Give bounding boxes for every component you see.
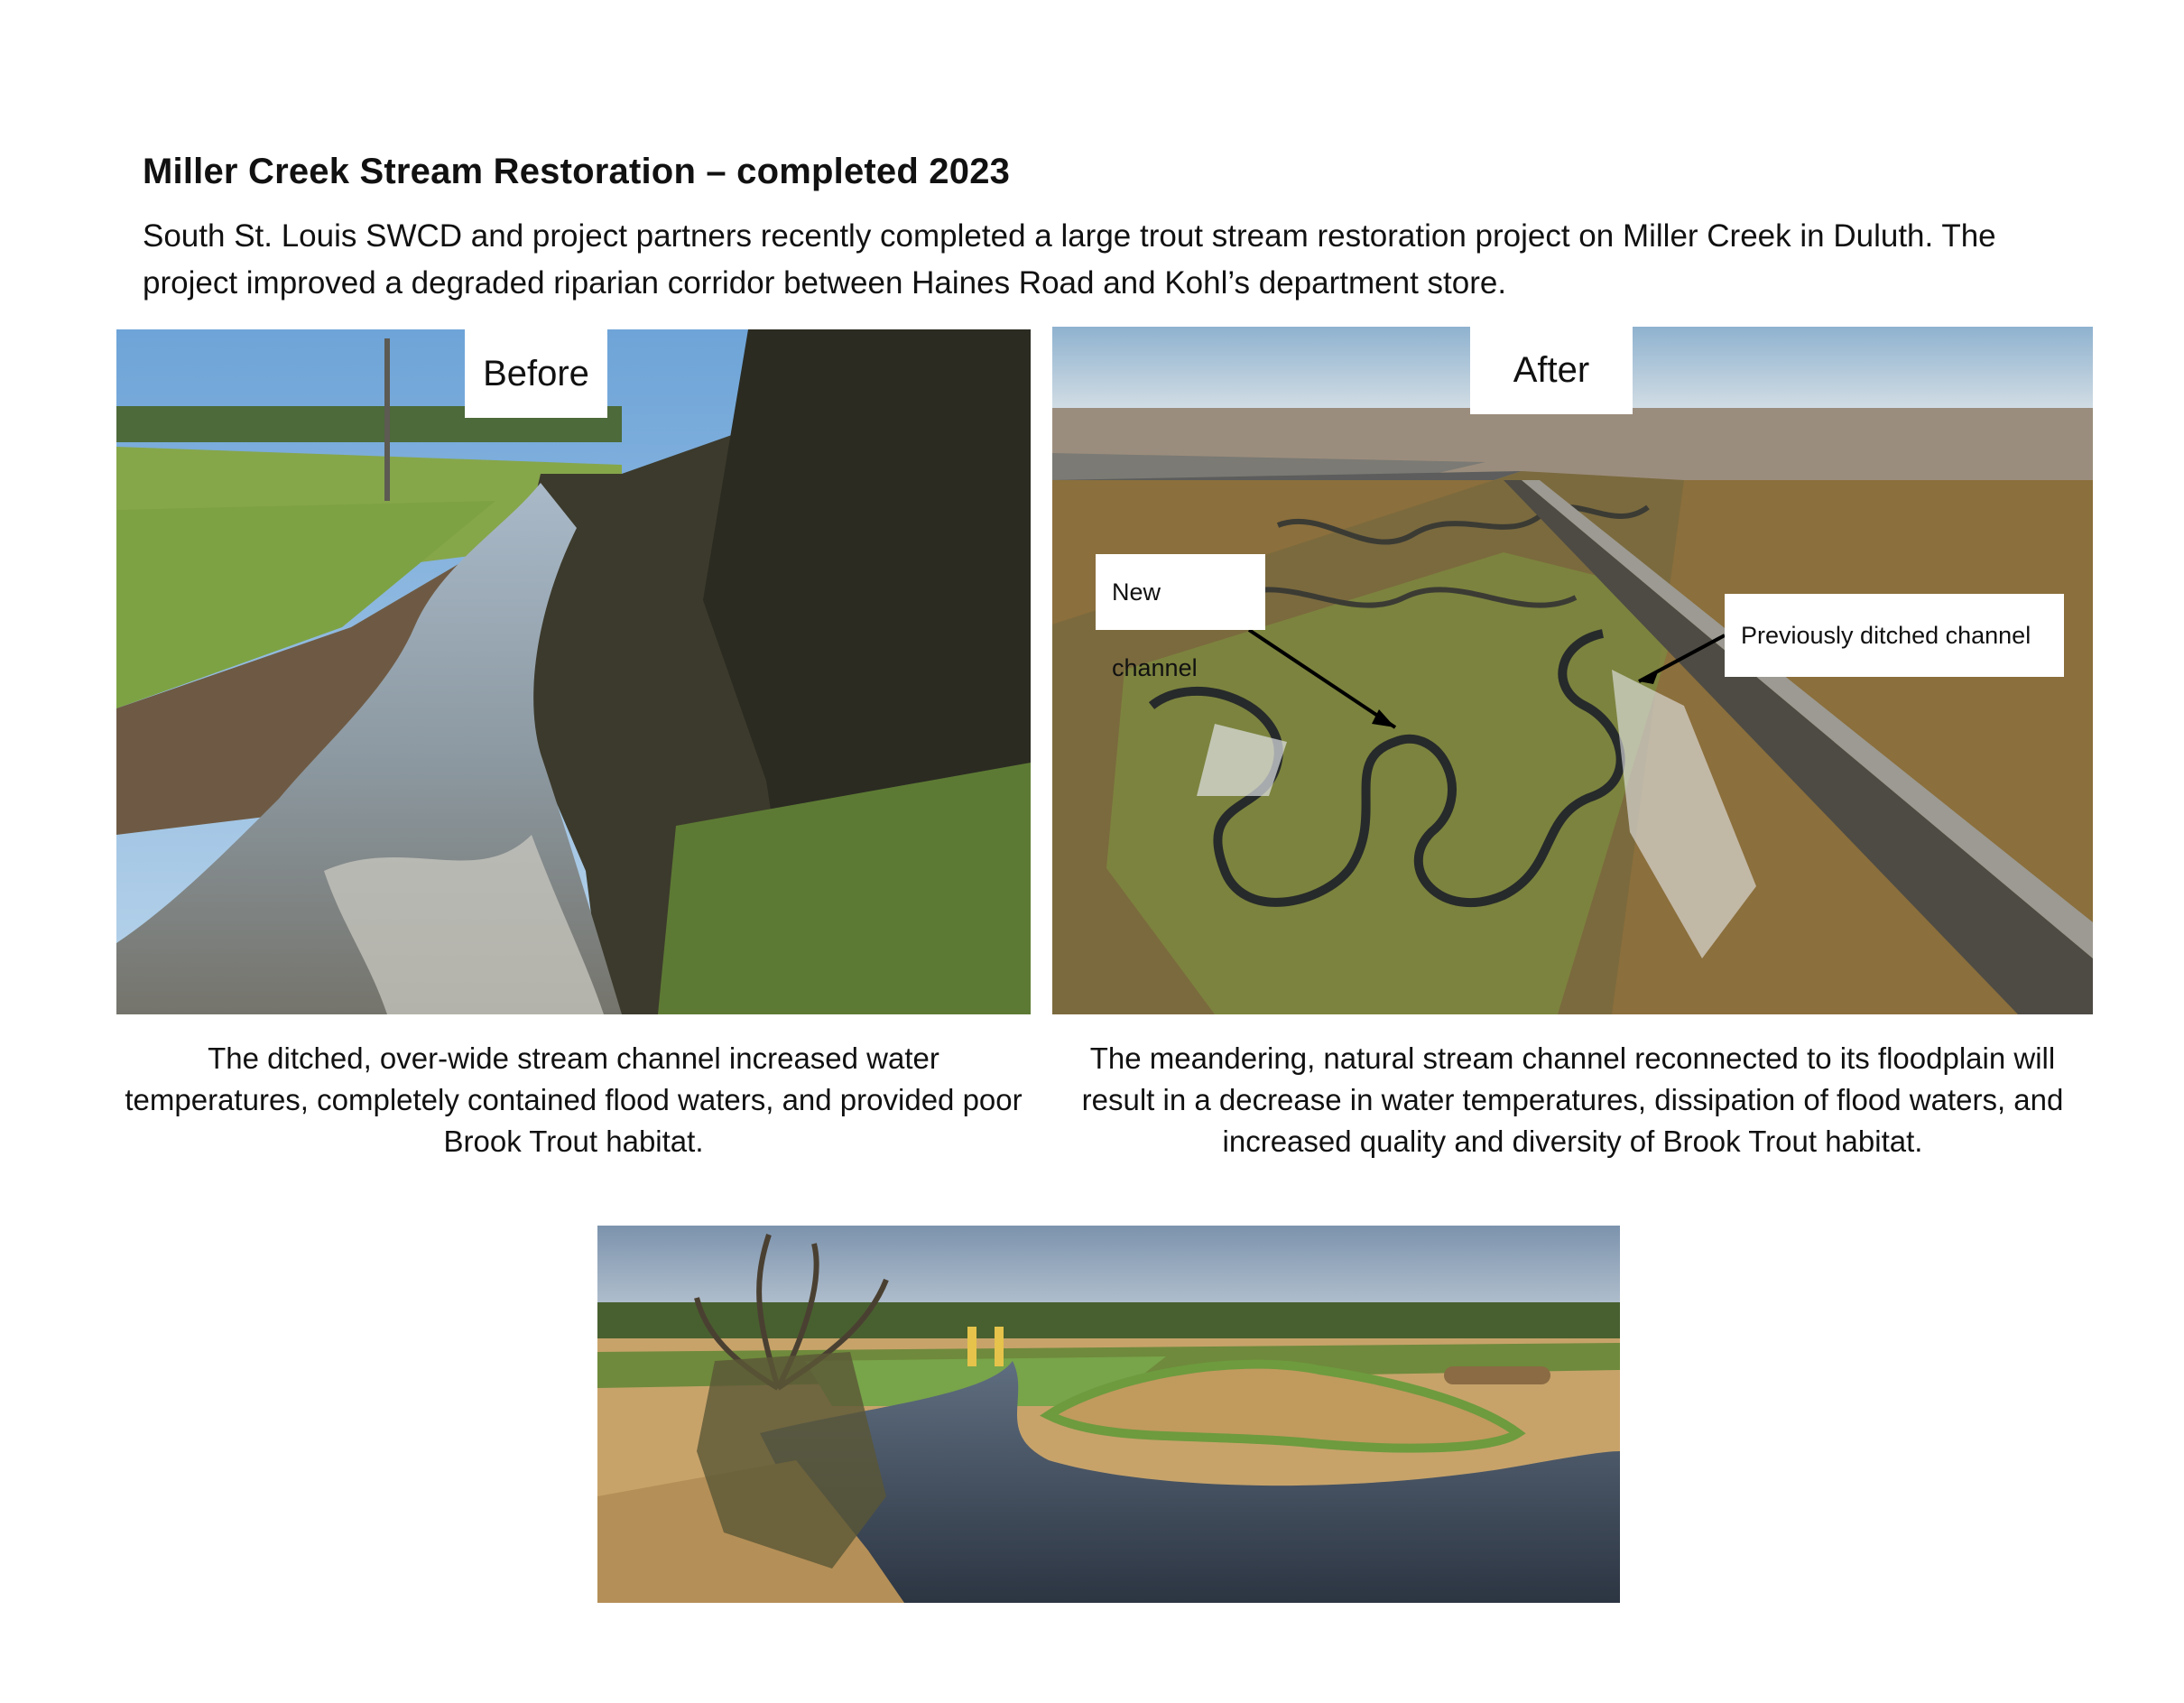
after-photo <box>1052 327 2093 1014</box>
before-photo <box>116 329 1031 1014</box>
new-channel-callout: New channel <box>1096 554 1265 630</box>
before-photo-illustration <box>116 329 1031 1014</box>
after-caption: The meandering, natural stream channel reconnected to its floodplain will result in a decrease in water temperatures, dissipation of flood waters, and increased quality and diversity of Brook Trout habitat. <box>1081 1041 2064 1158</box>
before-caption: The ditched, over-wide stream channel increased water temperatures, completely contained flood waters, and provided poor Brook Trout habitat. <box>125 1041 1023 1158</box>
restored-stream-illustration <box>597 1226 1620 1603</box>
after-label: After <box>1470 327 1633 414</box>
previous-channel-callout: Previously ditched channel <box>1725 594 2064 677</box>
intro-paragraph: South St. Louis SWCD and project partners recently completed a large trout stream restoration project on Miller Creek in Duluth. The project improved a degraded riparian corridor between Haines Road and Kohl’s department store. <box>143 218 1996 301</box>
page-title: Miller Creek Stream Restoration – completed 2023 <box>143 152 1011 191</box>
restored-stream-photo <box>597 1226 1620 1603</box>
before-label: Before <box>465 329 607 418</box>
